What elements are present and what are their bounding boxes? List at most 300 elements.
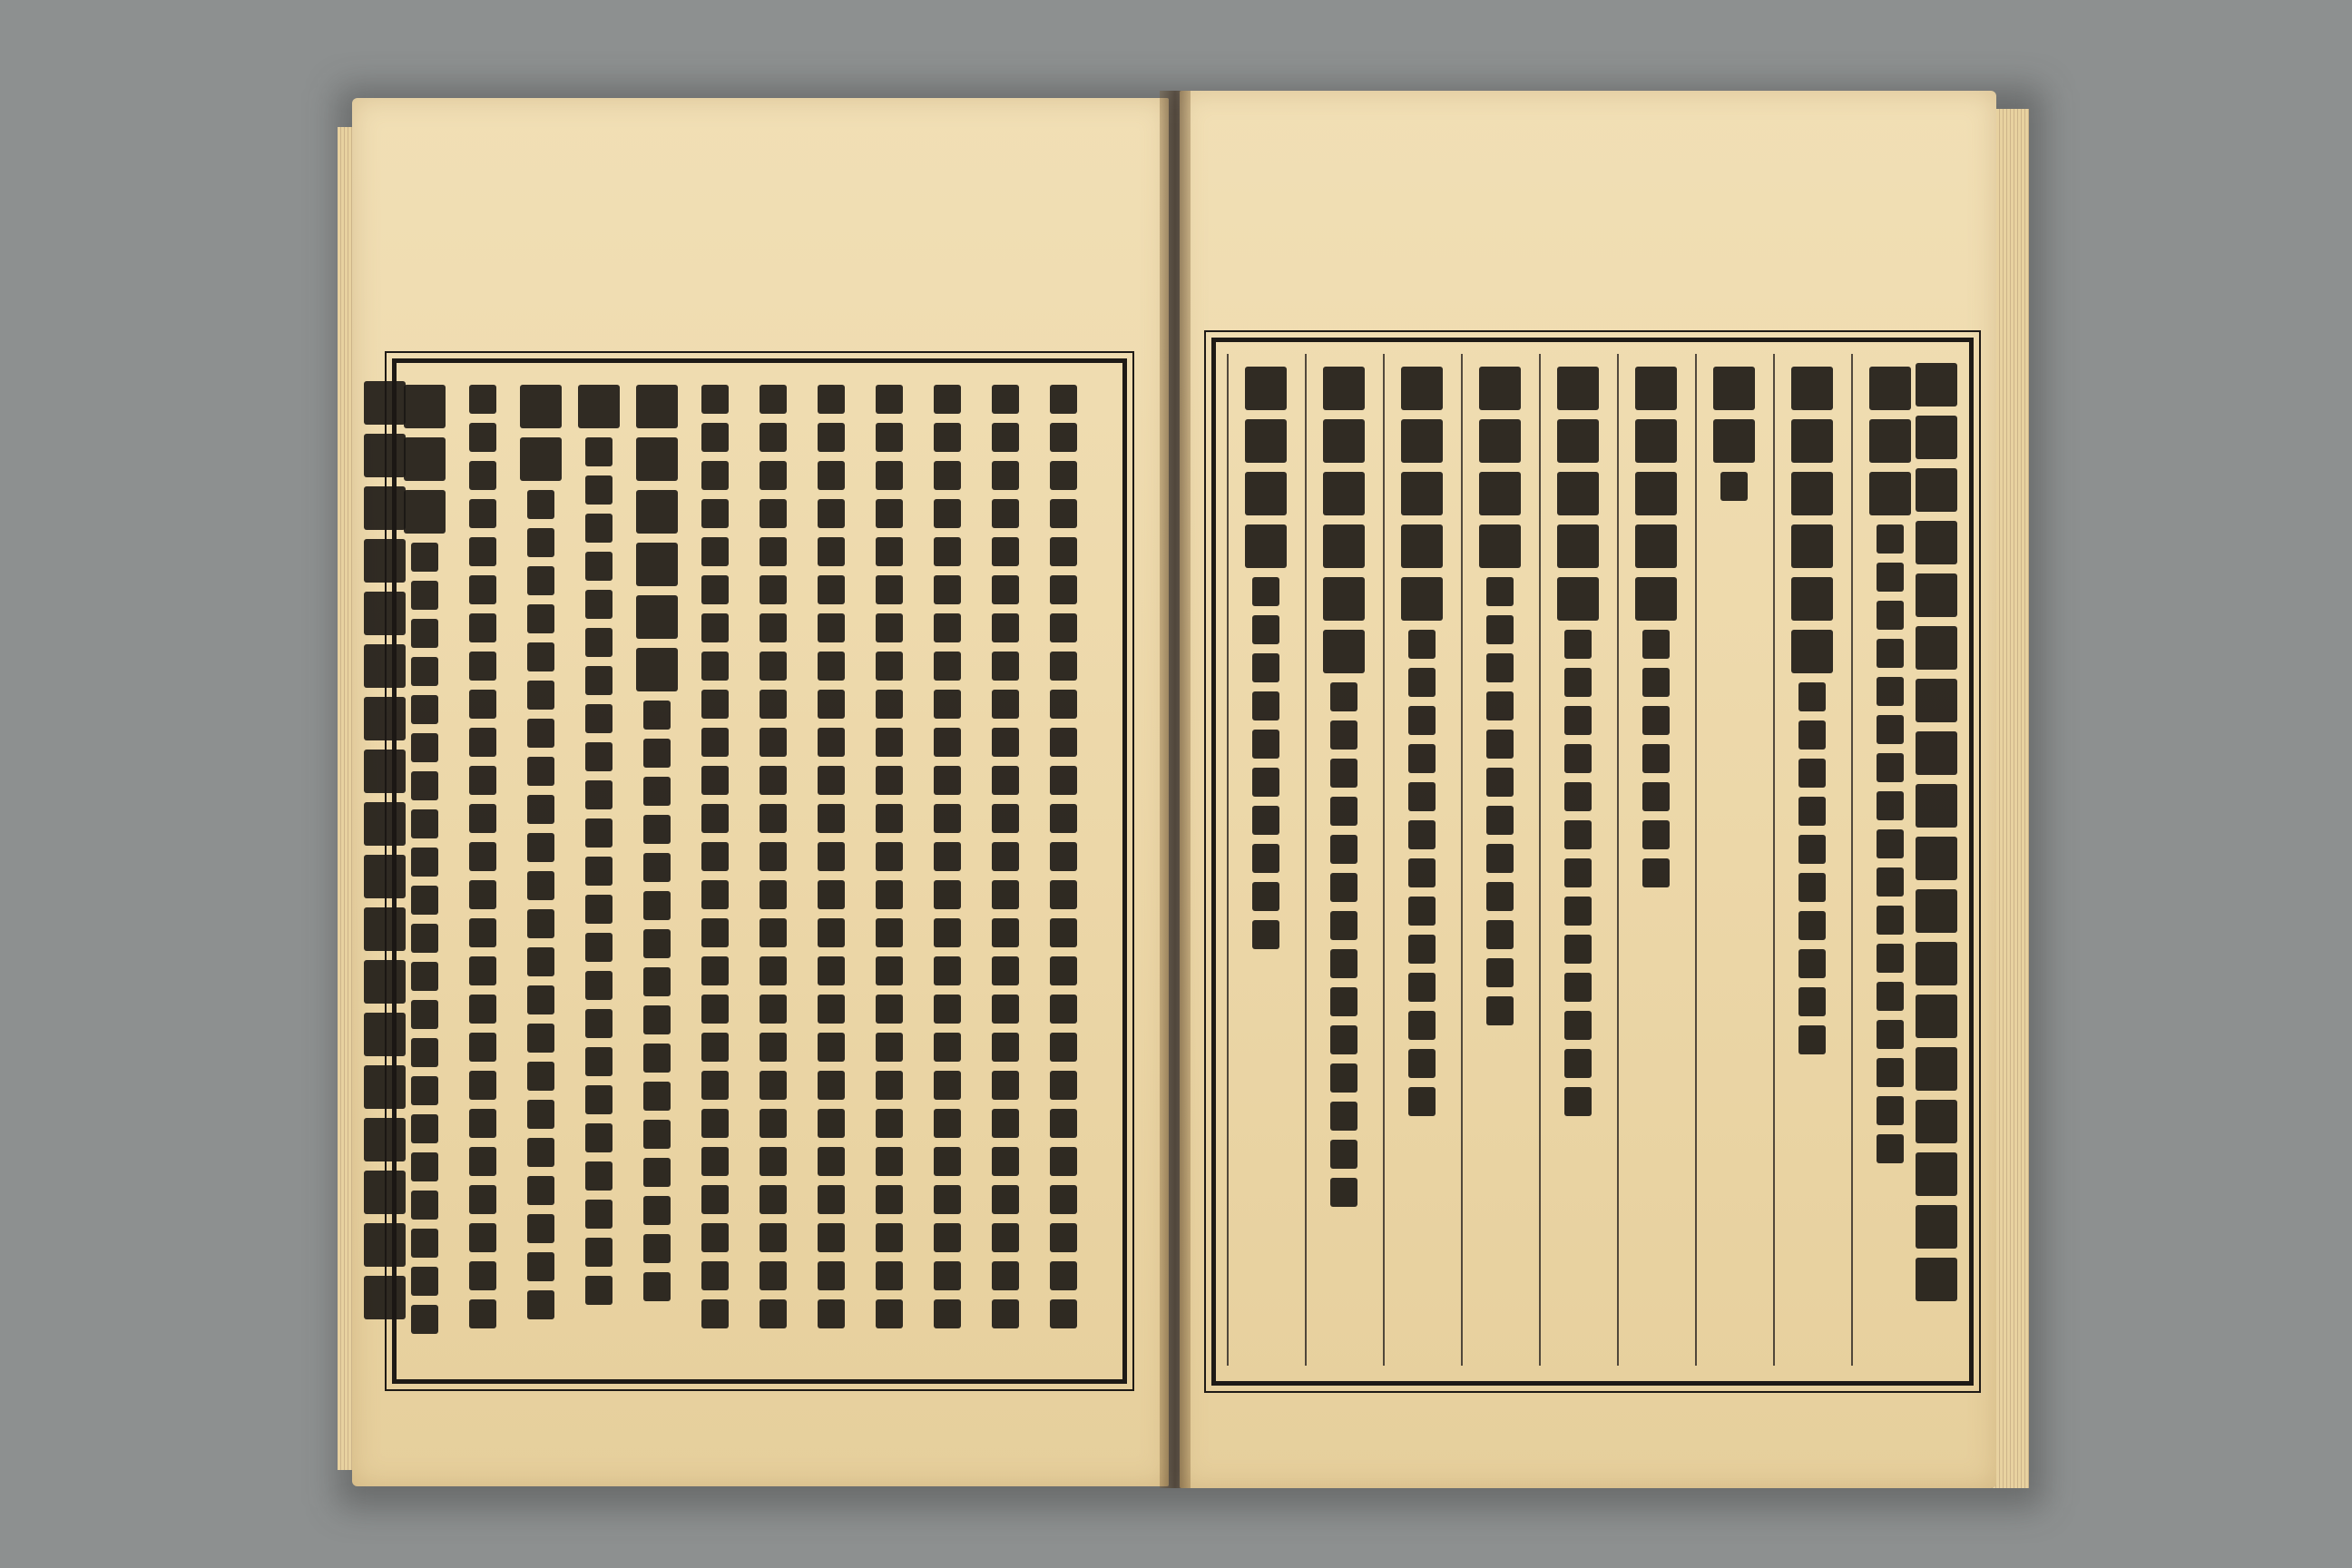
character-glyph [818,766,845,795]
character-glyph [760,995,787,1024]
character-glyph [992,1185,1019,1214]
character-glyph [1252,844,1279,873]
character-glyph [411,1267,438,1296]
character-glyph [1564,935,1592,964]
character-glyph [876,728,903,757]
character-glyph [411,581,438,610]
character-glyph [818,804,845,833]
column-rule [1617,354,1619,1366]
character-glyph [934,613,961,642]
character-glyph [1486,653,1514,682]
character-glyph [527,681,554,710]
character-glyph [876,499,903,528]
character-glyph [1408,1087,1436,1116]
character-glyph [818,613,845,642]
character-glyph [1798,797,1826,826]
character-glyph [934,1223,961,1252]
character-glyph [876,385,903,414]
character-glyph [469,1109,496,1138]
column-rule [1305,354,1307,1366]
character-glyph [1252,577,1279,606]
character-glyph [1330,1102,1357,1131]
character-glyph [1798,1025,1826,1054]
character-glyph [469,995,496,1024]
character-glyph [411,695,438,724]
character-glyph [818,842,845,871]
character-glyph [411,809,438,838]
character-glyph [364,1013,406,1056]
text-column [1790,367,1834,1054]
character-glyph [1323,524,1365,568]
character-glyph [1486,691,1514,720]
character-glyph [934,728,961,757]
character-glyph [760,575,787,604]
character-glyph [760,499,787,528]
character-glyph [992,613,1019,642]
character-glyph [364,1118,406,1161]
character-glyph [585,666,612,695]
character-glyph [876,995,903,1024]
character-glyph [992,1261,1019,1290]
character-glyph [1869,367,1911,410]
character-glyph [1050,690,1077,719]
character-glyph [1791,472,1833,515]
character-glyph [701,842,729,871]
character-glyph [469,1261,496,1290]
character-glyph [1869,419,1911,463]
character-glyph [1050,423,1077,452]
character-glyph [701,956,729,985]
character-glyph [1486,958,1514,987]
character-glyph [934,880,961,909]
character-glyph [1916,363,1957,407]
text-column [1712,367,1756,501]
character-glyph [643,1044,671,1073]
character-glyph [1252,768,1279,797]
character-glyph [1050,1033,1077,1062]
character-glyph [876,880,903,909]
character-glyph [934,652,961,681]
character-glyph [527,871,554,900]
character-glyph [1245,524,1287,568]
character-glyph [876,613,903,642]
character-glyph [1916,468,1957,512]
character-glyph [1916,416,1957,459]
character-glyph [364,802,406,846]
character-glyph [643,967,671,996]
character-glyph [469,1223,496,1252]
character-glyph [585,780,612,809]
character-glyph [364,855,406,898]
character-glyph [1916,889,1957,933]
character-glyph [527,1252,554,1281]
character-glyph [469,613,496,642]
character-glyph [1877,1134,1904,1163]
character-glyph [527,1100,554,1129]
character-glyph [1916,1152,1957,1196]
character-glyph [1408,706,1436,735]
character-glyph [1050,1299,1077,1328]
character-glyph [364,960,406,1004]
character-glyph [992,690,1019,719]
character-glyph [934,995,961,1024]
character-glyph [527,947,554,976]
character-glyph [992,1299,1019,1328]
character-glyph [1050,1223,1077,1252]
character-glyph [818,1109,845,1138]
character-glyph [1050,1261,1077,1290]
character-glyph [992,804,1019,833]
character-glyph [1564,1087,1592,1116]
character-glyph [992,1033,1019,1062]
character-glyph [1916,1047,1957,1091]
character-glyph [818,728,845,757]
character-glyph [636,543,678,586]
character-glyph [1798,987,1826,1016]
character-glyph [1323,367,1365,410]
character-glyph [1916,573,1957,617]
character-glyph [585,1085,612,1114]
character-glyph [1050,880,1077,909]
character-glyph [701,385,729,414]
text-column [1244,367,1288,949]
character-glyph [1798,682,1826,711]
character-glyph [411,1305,438,1334]
character-glyph [643,1196,671,1225]
character-glyph [469,1147,496,1176]
character-glyph [1564,782,1592,811]
text-column [1322,367,1366,1207]
character-glyph [1408,744,1436,773]
character-glyph [934,1071,961,1100]
character-glyph [1252,691,1279,720]
text-column [577,385,621,1305]
character-glyph [1564,706,1592,735]
character-glyph [364,1065,406,1109]
character-glyph [1877,715,1904,744]
character-glyph [1330,682,1357,711]
character-glyph [992,995,1019,1024]
character-glyph [636,490,678,534]
character-glyph [818,385,845,414]
character-glyph [760,956,787,985]
character-glyph [701,1033,729,1062]
character-glyph [760,842,787,871]
character-glyph [1798,759,1826,788]
character-glyph [701,575,729,604]
character-glyph [1557,419,1599,463]
character-glyph [643,777,671,806]
character-glyph [364,539,406,583]
character-glyph [643,891,671,920]
character-glyph [760,766,787,795]
character-glyph [992,1071,1019,1100]
character-glyph [1330,987,1357,1016]
character-glyph [876,1185,903,1214]
character-glyph [701,918,729,947]
character-glyph [876,918,903,947]
character-glyph [1642,782,1670,811]
character-glyph [585,590,612,619]
character-glyph [1791,577,1833,621]
character-glyph [701,537,729,566]
character-glyph [1252,882,1279,911]
character-glyph [527,604,554,633]
character-glyph [585,1161,612,1191]
character-glyph [643,1272,671,1301]
character-glyph [364,434,406,477]
character-glyph [1323,577,1365,621]
character-glyph [876,804,903,833]
character-glyph [701,995,729,1024]
character-glyph [818,423,845,452]
text-column [1556,367,1600,1116]
text-column [809,385,853,1328]
character-glyph [934,537,961,566]
character-glyph [469,880,496,909]
character-glyph [1050,499,1077,528]
character-glyph [992,880,1019,909]
character-glyph [701,1147,729,1176]
character-glyph [527,1138,554,1167]
running-title [363,381,407,1319]
character-glyph [1401,577,1443,621]
character-glyph [1916,837,1957,880]
character-glyph [992,385,1019,414]
character-glyph [469,1071,496,1100]
character-glyph [585,971,612,1000]
character-glyph [469,1299,496,1328]
character-glyph [1877,563,1904,592]
character-glyph [1479,472,1521,515]
character-glyph [1330,949,1357,978]
character-glyph [411,1152,438,1181]
character-glyph [1252,806,1279,835]
text-column [461,385,505,1328]
character-glyph [876,1071,903,1100]
character-glyph [404,437,446,481]
text-column [867,385,911,1328]
character-glyph [1642,668,1670,697]
character-glyph [1916,784,1957,828]
character-glyph [1877,829,1904,858]
character-glyph [527,642,554,671]
character-glyph [934,1109,961,1138]
character-glyph [527,1024,554,1053]
character-glyph [760,461,787,490]
character-glyph [1408,1049,1436,1078]
character-glyph [1564,744,1592,773]
character-glyph [876,652,903,681]
character-glyph [992,728,1019,757]
character-glyph [469,575,496,604]
character-glyph [1050,1071,1077,1100]
character-glyph [1245,419,1287,463]
page-edges-right [1993,109,2029,1488]
character-glyph [1050,918,1077,947]
character-glyph [411,924,438,953]
character-glyph [876,1033,903,1062]
character-glyph [469,1033,496,1062]
character-glyph [760,423,787,452]
character-glyph [1564,1011,1592,1040]
character-glyph [1050,842,1077,871]
character-glyph [818,652,845,681]
character-glyph [1877,601,1904,630]
character-glyph [992,575,1019,604]
character-glyph [1877,791,1904,820]
character-glyph [992,461,1019,490]
character-glyph [1916,1258,1957,1301]
character-glyph [469,842,496,871]
character-glyph [585,857,612,886]
character-glyph [411,733,438,762]
character-glyph [760,1299,787,1328]
character-glyph [1916,626,1957,670]
character-glyph [876,1223,903,1252]
character-glyph [701,690,729,719]
text-column [1634,367,1678,887]
character-glyph [701,1261,729,1290]
column-rule [1227,354,1229,1366]
character-glyph [1877,1096,1904,1125]
character-glyph [364,1276,406,1319]
character-glyph [527,1290,554,1319]
character-glyph [1916,1205,1957,1249]
character-glyph [701,499,729,528]
character-glyph [411,1114,438,1143]
character-glyph [1408,782,1436,811]
character-glyph [1877,906,1904,935]
character-glyph [1330,1025,1357,1054]
character-glyph [760,1261,787,1290]
character-glyph [411,1038,438,1067]
character-glyph [469,918,496,947]
character-glyph [643,1005,671,1034]
character-glyph [1486,996,1514,1025]
character-glyph [1635,472,1677,515]
character-glyph [992,537,1019,566]
character-glyph [1720,472,1748,501]
character-glyph [1635,419,1677,463]
character-glyph [643,739,671,768]
character-glyph [760,1185,787,1214]
character-glyph [1713,419,1755,463]
character-glyph [1050,1109,1077,1138]
character-glyph [1408,1011,1436,1040]
character-glyph [469,728,496,757]
character-glyph [1916,1100,1957,1143]
character-glyph [364,750,406,793]
character-glyph [469,690,496,719]
character-glyph [364,486,406,530]
character-glyph [1564,668,1592,697]
character-glyph [1252,653,1279,682]
column-rule [1383,354,1385,1366]
character-glyph [992,918,1019,947]
character-glyph [701,1223,729,1252]
character-glyph [411,1076,438,1105]
character-glyph [636,595,678,639]
character-glyph [876,1261,903,1290]
character-glyph [1635,577,1677,621]
character-glyph [1486,844,1514,873]
character-glyph [1798,949,1826,978]
character-glyph [818,1299,845,1328]
character-glyph [1642,630,1670,659]
character-glyph [818,1147,845,1176]
character-glyph [701,1109,729,1138]
character-glyph [992,1147,1019,1176]
character-glyph [1877,639,1904,668]
text-column [635,385,679,1301]
character-glyph [1642,706,1670,735]
character-glyph [701,1185,729,1214]
character-glyph [760,1033,787,1062]
book-gutter [1160,91,1191,1488]
character-glyph [1877,677,1904,706]
character-glyph [527,1062,554,1091]
character-glyph [411,1000,438,1029]
character-glyph [1798,873,1826,902]
character-glyph [1050,1185,1077,1214]
text-column [751,385,795,1328]
character-glyph [585,704,612,733]
character-glyph [364,381,406,425]
character-glyph [1916,679,1957,722]
character-glyph [1323,419,1365,463]
character-glyph [643,815,671,844]
character-glyph [578,385,620,428]
character-glyph [1798,720,1826,750]
character-glyph [876,956,903,985]
character-glyph [701,1071,729,1100]
character-glyph [1798,835,1826,864]
character-glyph [818,995,845,1024]
character-glyph [643,1120,671,1149]
character-glyph [520,385,562,428]
character-glyph [1798,911,1826,940]
character-glyph [876,1147,903,1176]
character-glyph [1252,920,1279,949]
character-glyph [934,423,961,452]
character-glyph [760,1223,787,1252]
character-glyph [818,880,845,909]
character-glyph [527,528,554,557]
character-glyph [818,461,845,490]
character-glyph [992,652,1019,681]
character-glyph [1050,461,1077,490]
character-glyph [527,833,554,862]
character-glyph [934,766,961,795]
character-glyph [1408,897,1436,926]
character-glyph [1330,797,1357,826]
character-glyph [1479,524,1521,568]
character-glyph [818,918,845,947]
character-glyph [1486,768,1514,797]
text-column [693,385,737,1328]
character-glyph [760,804,787,833]
character-glyph [876,461,903,490]
character-glyph [1564,897,1592,926]
character-glyph [1916,995,1957,1038]
character-glyph [364,644,406,688]
character-glyph [992,1223,1019,1252]
character-glyph [1877,1058,1904,1087]
text-column [984,385,1027,1328]
character-glyph [760,690,787,719]
column-rule [1539,354,1541,1366]
